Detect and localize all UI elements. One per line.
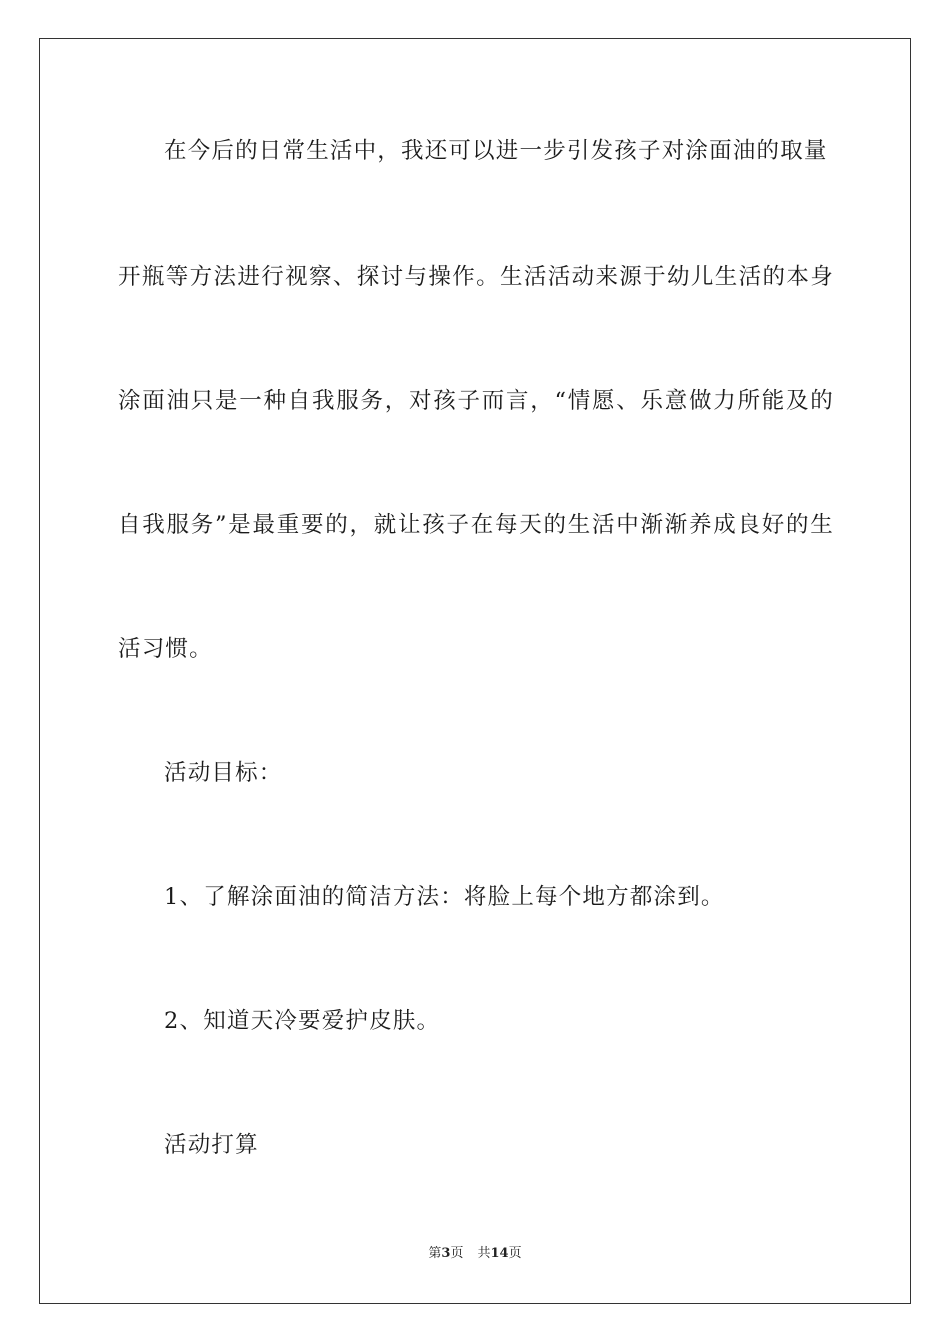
paragraph-line: 在今后的日常生活中，我还可以进一步引发孩子对涂面油的取量 <box>164 138 828 164</box>
footer-total-prefix: 共 <box>477 1246 491 1261</box>
section-heading-goals: 活动目标： <box>164 760 283 786</box>
paragraph-line: 活习惯。 <box>118 636 213 662</box>
total-page-count: 14 <box>490 1246 509 1261</box>
footer-total-suffix: 页 <box>508 1246 522 1261</box>
paragraph-line: 自我服务”是最重要的，就让孩子在每天的生活中渐渐养成良好的生 <box>118 512 834 538</box>
paragraph-line: 开瓶等方法进行视察、探讨与操作。生活活动来源于幼儿生活的本身 <box>118 264 834 290</box>
page-number-footer <box>0 1245 950 1263</box>
section-heading-plan: 活动打算 <box>164 1132 259 1158</box>
goal-item-1: 1、了解涂面油的简洁方法：将脸上每个地方都涂到。 <box>164 884 725 910</box>
paragraph-line: 涂面油只是一种自我服务，对孩子而言，“情愿、乐意做力所能及的 <box>118 388 834 414</box>
page-border <box>39 38 911 1304</box>
goal-item-2: 2、知道天冷要爱护皮肤。 <box>164 1008 441 1034</box>
footer-page-suffix: 页 <box>450 1246 464 1261</box>
current-page-number: 3 <box>441 1246 451 1261</box>
footer-prefix: 第 <box>428 1246 442 1261</box>
